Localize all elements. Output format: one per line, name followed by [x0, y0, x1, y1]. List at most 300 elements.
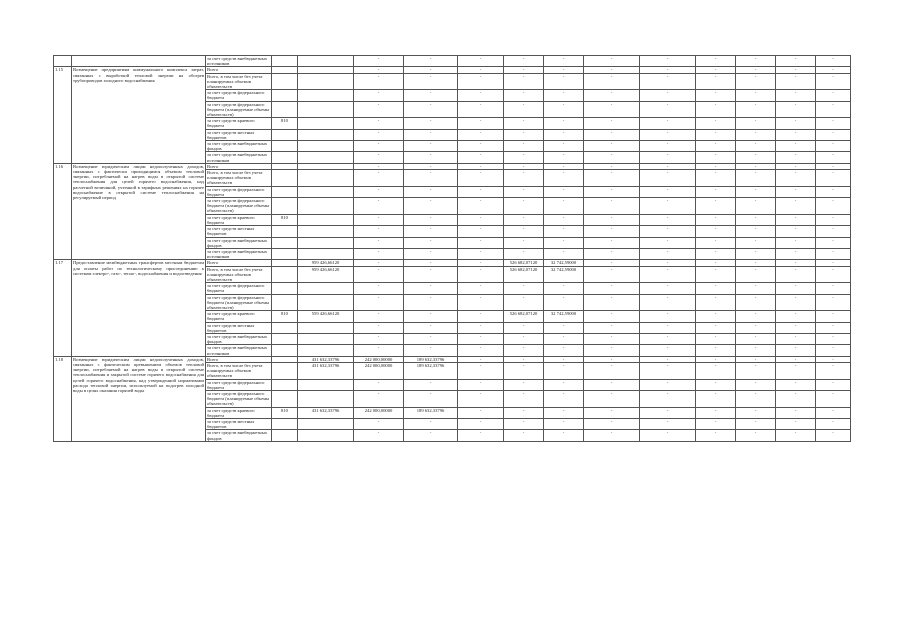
- amount-cell: -: [640, 237, 696, 248]
- amount-cell: -: [776, 311, 816, 322]
- amount-cell: -: [504, 101, 544, 118]
- amount-cell: -: [504, 248, 544, 259]
- amount-cell: -: [640, 170, 696, 187]
- amount-cell: 431 632,33796: [298, 362, 354, 379]
- amount-cell: -: [544, 226, 584, 237]
- amount-cell: -: [404, 260, 458, 266]
- funding-source: за счет средств федерального бюджета: [206, 379, 272, 390]
- budget-code: 810: [272, 407, 298, 418]
- amount-cell: -: [544, 152, 584, 163]
- amount-cell: -: [640, 248, 696, 259]
- amount-cell: -: [458, 283, 504, 294]
- amount-cell: [298, 118, 354, 129]
- amount-cell: -: [816, 311, 851, 322]
- amount-cell: -: [458, 73, 504, 90]
- budget-code: [272, 101, 298, 118]
- amount-cell: [298, 198, 354, 215]
- amount-cell: -: [404, 226, 458, 237]
- item-description: [72, 56, 206, 67]
- amount-cell: [298, 322, 354, 333]
- amount-cell: -: [816, 322, 851, 333]
- amount-cell: -: [776, 345, 816, 356]
- amount-cell: [298, 186, 354, 197]
- amount-cell: [298, 248, 354, 259]
- amount-cell: -: [404, 214, 458, 225]
- item-description: Возмещение юридическим лицам недополученных доходов, связанных с фактически приходящимся объемом тепловой энергии, потребляемой на нагрев воды в открытой системе теплоснабжения для целей горячего водоснабжения, над расчетной величиной, учтенной в тарифных решениях на горячее водоснабжение в открытой системе теплоснабжения на регулируемый период: [72, 163, 206, 259]
- amount-cell: -: [504, 322, 544, 333]
- amount-cell: -: [458, 170, 504, 187]
- amount-cell: -: [640, 214, 696, 225]
- amount-cell: -: [458, 266, 504, 283]
- amount-cell: -: [544, 237, 584, 248]
- amount-cell: 526 682,07120: [504, 260, 544, 266]
- amount-cell: -: [404, 248, 458, 259]
- item-description: Предоставление межбюджетных трансфертов местным бюджетам для оплаты работ по технологическому присоединению к системам электро-, газо-, тепло-, водоснабжения и водоотведения: [72, 260, 206, 356]
- amount-cell: -: [696, 333, 736, 344]
- amount-cell: -: [776, 379, 816, 390]
- amount-cell: -: [816, 407, 851, 418]
- amount-cell: -: [736, 390, 776, 407]
- amount-cell: -: [640, 226, 696, 237]
- amount-cell: -: [696, 390, 736, 407]
- amount-cell: -: [544, 407, 584, 418]
- amount-cell: -: [816, 214, 851, 225]
- amount-cell: -: [640, 56, 696, 67]
- amount-cell: -: [458, 379, 504, 390]
- amount-cell: -: [696, 237, 736, 248]
- amount-cell: -: [544, 56, 584, 67]
- amount-cell: -: [504, 129, 544, 140]
- amount-cell: -: [584, 226, 640, 237]
- amount-cell: -: [544, 90, 584, 101]
- amount-cell: -: [354, 237, 404, 248]
- amount-cell: -: [584, 419, 640, 430]
- amount-cell: -: [696, 345, 736, 356]
- amount-cell: -: [504, 362, 544, 379]
- funding-source: Всего: [206, 356, 272, 362]
- amount-cell: -: [458, 248, 504, 259]
- amount-cell: -: [736, 170, 776, 187]
- amount-cell: -: [354, 379, 404, 390]
- amount-cell: -: [404, 152, 458, 163]
- amount-cell: -: [776, 129, 816, 140]
- amount-cell: 32 742,59000: [544, 260, 584, 266]
- amount-cell: -: [354, 152, 404, 163]
- amount-cell: -: [776, 67, 816, 73]
- amount-cell: -: [584, 214, 640, 225]
- amount-cell: 559 426,66120: [298, 311, 354, 322]
- amount-cell: -: [736, 90, 776, 101]
- amount-cell: -: [458, 90, 504, 101]
- amount-cell: -: [404, 198, 458, 215]
- amount-cell: -: [354, 226, 404, 237]
- amount-cell: 189 632,33796: [404, 362, 458, 379]
- item-number: [54, 56, 72, 67]
- amount-cell: -: [504, 186, 544, 197]
- amount-cell: 242 000,00000: [354, 356, 404, 362]
- amount-cell: -: [736, 226, 776, 237]
- amount-cell: -: [584, 390, 640, 407]
- amount-cell: -: [816, 67, 851, 73]
- amount-cell: -: [458, 141, 504, 152]
- amount-cell: -: [544, 248, 584, 259]
- item-number: 1.16: [54, 163, 72, 259]
- amount-cell: -: [504, 379, 544, 390]
- amount-cell: 242 000,00000: [354, 362, 404, 379]
- amount-cell: -: [640, 73, 696, 90]
- amount-cell: -: [458, 118, 504, 129]
- amount-cell: [298, 294, 354, 311]
- amount-cell: -: [544, 186, 584, 197]
- amount-cell: -: [544, 283, 584, 294]
- amount-cell: -: [640, 333, 696, 344]
- amount-cell: -: [354, 67, 404, 73]
- amount-cell: -: [458, 186, 504, 197]
- amount-cell: -: [584, 118, 640, 129]
- amount-cell: -: [776, 266, 816, 283]
- amount-cell: -: [776, 419, 816, 430]
- amount-cell: [298, 333, 354, 344]
- amount-cell: -: [696, 260, 736, 266]
- amount-cell: -: [354, 294, 404, 311]
- amount-cell: -: [504, 294, 544, 311]
- amount-cell: -: [584, 186, 640, 197]
- budget-code: [272, 430, 298, 441]
- amount-cell: -: [544, 356, 584, 362]
- amount-cell: -: [640, 322, 696, 333]
- amount-cell: -: [354, 390, 404, 407]
- amount-cell: -: [584, 311, 640, 322]
- amount-cell: -: [640, 311, 696, 322]
- amount-cell: -: [776, 101, 816, 118]
- budget-code: [272, 345, 298, 356]
- amount-cell: -: [736, 356, 776, 362]
- amount-cell: -: [816, 390, 851, 407]
- amount-cell: -: [816, 170, 851, 187]
- amount-cell: -: [544, 170, 584, 187]
- budget-code: [272, 294, 298, 311]
- amount-cell: -: [504, 430, 544, 441]
- budget-code: [272, 283, 298, 294]
- funding-source: за счет средств местных бюджетов: [206, 129, 272, 140]
- amount-cell: -: [404, 345, 458, 356]
- amount-cell: -: [736, 67, 776, 73]
- amount-cell: -: [696, 141, 736, 152]
- amount-cell: -: [458, 129, 504, 140]
- amount-cell: -: [736, 198, 776, 215]
- amount-cell: -: [404, 266, 458, 283]
- amount-cell: -: [696, 407, 736, 418]
- budget-code: [272, 266, 298, 283]
- amount-cell: -: [504, 90, 544, 101]
- amount-cell: -: [584, 345, 640, 356]
- amount-cell: -: [544, 141, 584, 152]
- amount-cell: -: [404, 67, 458, 73]
- amount-cell: -: [354, 322, 404, 333]
- amount-cell: -: [816, 379, 851, 390]
- amount-cell: -: [640, 90, 696, 101]
- amount-cell: -: [354, 419, 404, 430]
- amount-cell: -: [640, 141, 696, 152]
- amount-cell: -: [696, 322, 736, 333]
- amount-cell: -: [736, 163, 776, 169]
- amount-cell: -: [504, 170, 544, 187]
- amount-cell: -: [696, 311, 736, 322]
- amount-cell: -: [354, 56, 404, 67]
- funding-source: за счет средств внебюджетных источников: [206, 152, 272, 163]
- amount-cell: -: [504, 198, 544, 215]
- amount-cell: -: [458, 390, 504, 407]
- amount-cell: [298, 129, 354, 140]
- funding-source: за счет средств местных бюджетов: [206, 322, 272, 333]
- amount-cell: -: [354, 73, 404, 90]
- amount-cell: 189 632,33796: [404, 407, 458, 418]
- amount-cell: -: [404, 129, 458, 140]
- amount-cell: -: [584, 379, 640, 390]
- amount-cell: -: [504, 283, 544, 294]
- amount-cell: -: [354, 186, 404, 197]
- amount-cell: -: [458, 163, 504, 169]
- amount-cell: -: [736, 430, 776, 441]
- amount-cell: -: [816, 90, 851, 101]
- amount-cell: -: [736, 248, 776, 259]
- amount-cell: -: [776, 322, 816, 333]
- amount-cell: -: [354, 129, 404, 140]
- amount-cell: -: [354, 214, 404, 225]
- amount-cell: -: [776, 163, 816, 169]
- amount-cell: -: [696, 430, 736, 441]
- amount-cell: -: [736, 294, 776, 311]
- amount-cell: -: [404, 237, 458, 248]
- amount-cell: -: [404, 379, 458, 390]
- amount-cell: [298, 237, 354, 248]
- budget-code: [272, 322, 298, 333]
- amount-cell: -: [458, 198, 504, 215]
- amount-cell: [298, 379, 354, 390]
- funding-source: за счет средств внебюджетных фондов: [206, 333, 272, 344]
- amount-cell: -: [696, 226, 736, 237]
- funding-source: за счет средств федерального бюджета (планируемые объемы обязательств): [206, 198, 272, 215]
- amount-cell: -: [640, 118, 696, 129]
- amount-cell: -: [736, 101, 776, 118]
- amount-cell: [298, 283, 354, 294]
- amount-cell: -: [504, 118, 544, 129]
- amount-cell: -: [816, 101, 851, 118]
- amount-cell: -: [816, 345, 851, 356]
- amount-cell: -: [458, 430, 504, 441]
- amount-cell: -: [696, 152, 736, 163]
- amount-cell: -: [736, 214, 776, 225]
- amount-cell: -: [696, 356, 736, 362]
- budget-code: 810: [272, 311, 298, 322]
- amount-cell: -: [354, 283, 404, 294]
- funding-source: Всего: [206, 163, 272, 169]
- amount-cell: -: [354, 118, 404, 129]
- budget-code: [272, 390, 298, 407]
- amount-cell: -: [816, 419, 851, 430]
- amount-cell: -: [584, 152, 640, 163]
- item-number: 1.17: [54, 260, 72, 356]
- amount-cell: -: [736, 283, 776, 294]
- budget-code: [272, 333, 298, 344]
- funding-source: Всего, в том числе без учета планируемых объемов обязательств: [206, 266, 272, 283]
- amount-cell: -: [504, 390, 544, 407]
- amount-cell: -: [640, 266, 696, 283]
- funding-source: за счет средств краевого бюджета: [206, 118, 272, 129]
- amount-cell: -: [404, 170, 458, 187]
- amount-cell: -: [816, 141, 851, 152]
- amount-cell: -: [544, 322, 584, 333]
- amount-cell: -: [504, 214, 544, 225]
- amount-cell: -: [736, 237, 776, 248]
- amount-cell: -: [354, 430, 404, 441]
- amount-cell: 242 000,00000: [354, 407, 404, 418]
- amount-cell: -: [640, 260, 696, 266]
- amount-cell: -: [584, 294, 640, 311]
- amount-cell: -: [696, 163, 736, 169]
- amount-cell: -: [816, 56, 851, 67]
- amount-cell: -: [776, 56, 816, 67]
- amount-cell: -: [584, 73, 640, 90]
- amount-cell: -: [640, 186, 696, 197]
- amount-cell: [298, 214, 354, 225]
- item-description: Возмещение юридическим лицам недополученных доходов, связанных с фактическим превышением объемов тепловой энергии, потребляемой на нагрев воды в открытой системе теплоснабжения и закрытой системе горячего водоснабжения для целей горячего водоснабжения, над утвержденной нормативами расхода тепловой энергии, используемой на подогрев холодной воды в целях оказания горячей воды: [72, 356, 206, 441]
- budget-code: [272, 362, 298, 379]
- amount-cell: -: [458, 407, 504, 418]
- amount-cell: -: [640, 294, 696, 311]
- budget-code: [272, 379, 298, 390]
- amount-cell: -: [816, 260, 851, 266]
- amount-cell: [298, 170, 354, 187]
- amount-cell: -: [584, 237, 640, 248]
- funding-source: за счет средств федерального бюджета: [206, 90, 272, 101]
- amount-cell: -: [640, 390, 696, 407]
- amount-cell: -: [544, 73, 584, 90]
- amount-cell: -: [640, 163, 696, 169]
- amount-cell: -: [776, 237, 816, 248]
- funding-source: за счет средств федерального бюджета: [206, 186, 272, 197]
- amount-cell: -: [816, 226, 851, 237]
- amount-cell: -: [544, 118, 584, 129]
- amount-cell: -: [736, 322, 776, 333]
- amount-cell: -: [504, 345, 544, 356]
- amount-cell: -: [504, 73, 544, 90]
- amount-cell: -: [816, 362, 851, 379]
- amount-cell: -: [816, 237, 851, 248]
- amount-cell: -: [458, 214, 504, 225]
- funding-source: Всего: [206, 260, 272, 266]
- amount-cell: [298, 390, 354, 407]
- budget-code: 810: [272, 214, 298, 225]
- budget-code: [272, 198, 298, 215]
- amount-cell: -: [736, 311, 776, 322]
- amount-cell: -: [504, 56, 544, 67]
- amount-cell: -: [696, 73, 736, 90]
- amount-cell: [298, 419, 354, 430]
- amount-cell: -: [776, 260, 816, 266]
- amount-cell: -: [504, 237, 544, 248]
- amount-cell: [298, 430, 354, 441]
- funding-source: за счет средств федерального бюджета: [206, 283, 272, 294]
- amount-cell: -: [458, 56, 504, 67]
- amount-cell: -: [458, 101, 504, 118]
- budget-code: [272, 248, 298, 259]
- amount-cell: -: [736, 362, 776, 379]
- budget-code: [272, 226, 298, 237]
- funding-source: за счет средств федерального бюджета (планируемые объемы обязательств): [206, 101, 272, 118]
- amount-cell: -: [696, 170, 736, 187]
- amount-cell: -: [776, 390, 816, 407]
- amount-cell: -: [544, 294, 584, 311]
- amount-cell: -: [640, 345, 696, 356]
- amount-cell: -: [584, 248, 640, 259]
- funding-source: за счет средств краевого бюджета: [206, 214, 272, 225]
- amount-cell: -: [776, 152, 816, 163]
- amount-cell: -: [584, 407, 640, 418]
- amount-cell: [298, 152, 354, 163]
- amount-cell: -: [816, 73, 851, 90]
- amount-cell: -: [354, 141, 404, 152]
- amount-cell: -: [776, 294, 816, 311]
- amount-cell: -: [584, 333, 640, 344]
- amount-cell: -: [776, 430, 816, 441]
- item-description: Возмещение предприятиям коммунального комплекса затрат, связанных с выработкой тепловой энергии на обогрев трубопроводов холодного водоснабжения: [72, 67, 206, 163]
- amount-cell: -: [584, 322, 640, 333]
- budget-code: [272, 56, 298, 67]
- budget-table: [53, 55, 851, 442]
- amount-cell: -: [640, 430, 696, 441]
- amount-cell: -: [816, 430, 851, 441]
- amount-cell: -: [816, 266, 851, 283]
- funding-source: за счет средств внебюджетных фондов: [206, 430, 272, 441]
- amount-cell: -: [544, 362, 584, 379]
- amount-cell: -: [404, 283, 458, 294]
- amount-cell: -: [640, 407, 696, 418]
- amount-cell: -: [504, 152, 544, 163]
- amount-cell: -: [458, 362, 504, 379]
- amount-cell: -: [354, 248, 404, 259]
- amount-cell: -: [504, 141, 544, 152]
- amount-cell: -: [404, 186, 458, 197]
- amount-cell: -: [816, 248, 851, 259]
- budget-code: [272, 73, 298, 90]
- amount-cell: -: [696, 56, 736, 67]
- amount-cell: -: [816, 152, 851, 163]
- amount-cell: [298, 101, 354, 118]
- amount-cell: -: [354, 260, 404, 266]
- amount-cell: -: [544, 419, 584, 430]
- amount-cell: -: [354, 90, 404, 101]
- amount-cell: 959 426,66120: [298, 260, 354, 266]
- amount-cell: -: [736, 379, 776, 390]
- amount-cell: -: [816, 118, 851, 129]
- amount-cell: -: [816, 129, 851, 140]
- amount-cell: -: [696, 419, 736, 430]
- amount-cell: -: [544, 333, 584, 344]
- amount-cell: -: [404, 56, 458, 67]
- funding-source: за счет средств федерального бюджета (планируемые объемы обязательств): [206, 294, 272, 311]
- amount-cell: -: [504, 333, 544, 344]
- amount-cell: -: [776, 90, 816, 101]
- amount-cell: -: [504, 163, 544, 169]
- amount-cell: -: [458, 226, 504, 237]
- amount-cell: -: [404, 90, 458, 101]
- amount-cell: -: [640, 379, 696, 390]
- amount-cell: -: [544, 129, 584, 140]
- amount-cell: -: [544, 101, 584, 118]
- amount-cell: -: [544, 214, 584, 225]
- amount-cell: -: [354, 198, 404, 215]
